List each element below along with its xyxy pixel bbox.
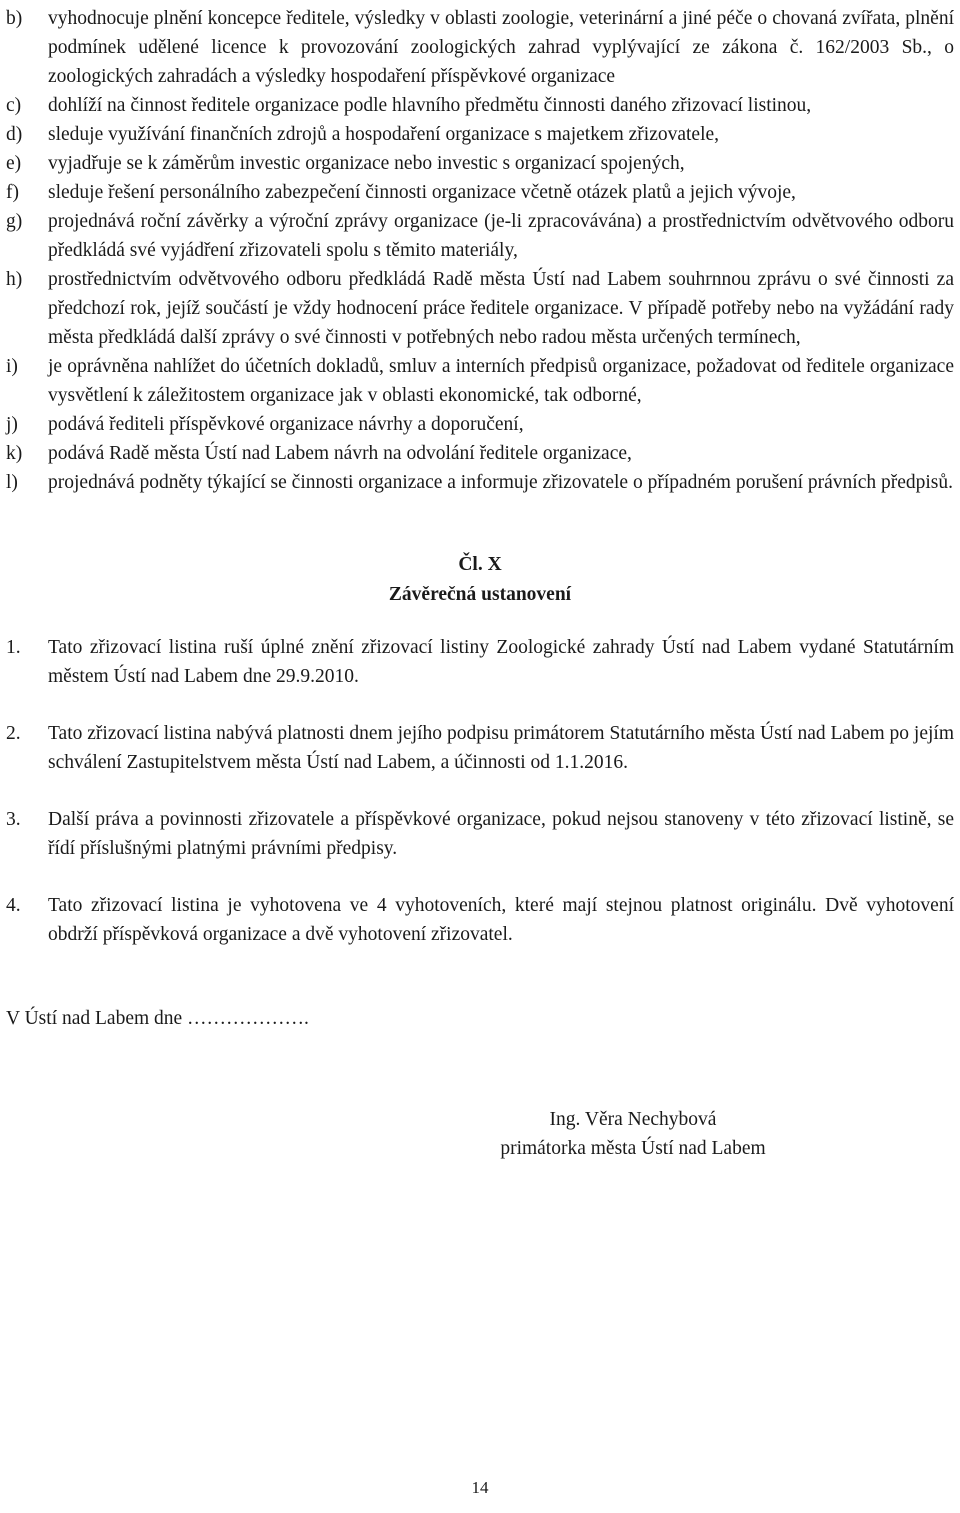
article-heading xyxy=(6,550,954,610)
list-marker: g) xyxy=(6,211,23,232)
article-title: Závěrečná ustanovení xyxy=(388,584,572,605)
provision-text: Tato zřizovací listina je vyhotovena ve 4 vyhotoveních, které mají stejnou platnost originálu. Dvě vyhotovení obdrží příspěvková organizace a dvě vyhotovení zřizovatel. xyxy=(48,895,954,945)
provision-number: 3. xyxy=(6,809,21,830)
provision-number: 1. xyxy=(6,637,21,658)
list-item-text: vyjadřuje se k záměrům investic organizace nebo investic s organizací spojených, xyxy=(48,153,685,174)
list-marker: h) xyxy=(6,269,23,290)
list-marker: d) xyxy=(6,124,23,145)
list-marker: e) xyxy=(6,153,22,174)
list-item xyxy=(6,410,954,439)
page-number: 14 xyxy=(471,1478,489,1497)
provision-text: Další práva a povinnosti zřizovatele a příspěvkové organizace, pokud nejsou stanoveny v této zřizovací listině, se řídí příslušnými platnými právními předpisy. xyxy=(48,809,954,859)
place-and-date: V Ústí nad Labem dne ………………. xyxy=(6,1008,309,1029)
article-number: Čl. X xyxy=(458,554,502,575)
provision-item xyxy=(6,633,954,691)
provision-text: Tato zřizovací listina nabývá platnosti dnem jejího podpisu primátorem Statutárního města Ústí nad Labem po jejím schválení Zastupitelstvem města Ústí nad Labem, a účinnosti od 1.1.2016. xyxy=(48,723,954,773)
council-duties-list xyxy=(6,4,954,497)
provision-text: Tato zřizovací listina ruší úplné znění zřizovací listiny Zoologické zahrady Ústí nad Labem vydané Statutárním městem Ústí nad Labem dne 29.9.2010. xyxy=(48,637,954,687)
list-marker: b) xyxy=(6,8,23,29)
list-marker: k) xyxy=(6,443,23,464)
list-item xyxy=(6,265,954,352)
list-item xyxy=(6,91,954,120)
list-item xyxy=(6,468,954,497)
list-item xyxy=(6,149,954,178)
provision-item xyxy=(6,805,954,863)
list-marker: f) xyxy=(6,182,19,203)
list-marker: l) xyxy=(6,472,18,493)
final-provisions-list xyxy=(6,633,954,949)
provision-number: 4. xyxy=(6,895,21,916)
list-item-text: podává Radě města Ústí nad Labem návrh na odvolání ředitele organizace, xyxy=(48,443,632,464)
signatory-role: primátorka města Ústí nad Labem xyxy=(500,1138,766,1159)
list-marker: i) xyxy=(6,356,18,377)
list-item-text: vyhodnocuje plnění koncepce ředitele, výsledky v oblasti zoologie, veterinární a jiné péče o chovaná zvířata, plnění podmínek udělené licence k provozování zoologických zahrad vyplývající ze zákona č. 162/2003 Sb., o zoologických zahradách a výsledky hospodaření příspěvkové organizace xyxy=(48,8,954,87)
list-item-text: sleduje využívání finančních zdrojů a hospodaření organizace s majetkem zřizovatele, xyxy=(48,124,720,145)
list-item-text: sleduje řešení personálního zabezpečení činnosti organizace včetně otázek platů a jejich vývoje, xyxy=(48,182,796,203)
provision-item xyxy=(6,891,954,949)
list-item xyxy=(6,352,954,410)
list-item-text: dohlíží na činnost ředitele organizace podle hlavního předmětu činnosti daného zřizovací listinou, xyxy=(48,95,812,116)
list-item-text: prostřednictvím odvětvového odboru předkládá Radě města Ústí nad Labem souhrnnou zprávu o své činnosti za předchozí rok, jejíž součástí je vždy hodnocení práce ředitele organizace. V případě potřeby nebo na vyžádání rady města předkládá další zprávy o své činnosti v potřebných nebo radou města určených termínech, xyxy=(48,269,954,348)
list-item xyxy=(6,439,954,468)
provision-item xyxy=(6,719,954,777)
list-item xyxy=(6,120,954,149)
list-item-text: podává řediteli příspěvkové organizace návrhy a doporučení, xyxy=(48,414,524,435)
signatory-name: Ing. Věra Nechybová xyxy=(549,1109,717,1130)
list-item xyxy=(6,4,954,91)
list-marker: c) xyxy=(6,95,22,116)
signature-block xyxy=(6,1105,954,1163)
list-item-text: projednává podněty týkající se činnosti organizace a informuje zřizovatele o případném porušení právních předpisů. xyxy=(48,472,953,493)
list-item xyxy=(6,207,954,265)
list-marker: j) xyxy=(6,414,18,435)
list-item xyxy=(6,178,954,207)
list-item-text: je oprávněna nahlížet do účetních dokladů, smluv a interních předpisů organizace, požadovat od ředitele organizace vysvětlení k záležitostem organizace jak v oblasti ekonomické, tak odborné, xyxy=(48,356,954,406)
provision-number: 2. xyxy=(6,723,21,744)
list-item-text: projednává roční závěrky a výroční zprávy organizace (je-li zpracovávána) a prostřednictvím odvětvového odboru předkládá své vyjádření zřizovateli spolu s těmito materiály, xyxy=(48,211,954,261)
